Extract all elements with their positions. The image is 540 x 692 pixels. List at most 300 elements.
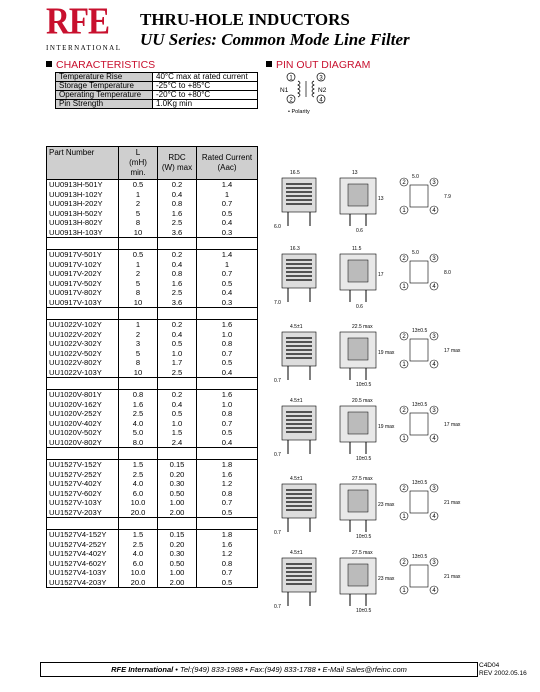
rdc-cell: 0.30 [158,479,197,489]
pin-label: 3 [432,486,436,493]
rated-current-cell: 0.5 [197,209,258,219]
group-separator [47,378,258,390]
rdc-cell: 1.0 [158,419,197,429]
dimension-label: 13±0.5 [412,402,428,408]
dimension-label: 11.5 [352,246,362,252]
rdc-cell: 0.30 [158,549,197,559]
core-block [348,338,368,360]
inductor-front-view [282,254,316,288]
rated-current-cell: 1.4 [197,180,258,190]
part-number-cell: UU1527V-152Y [47,460,119,470]
rated-current-cell: 0.5 [197,428,258,438]
dimension-label: 17 max [444,422,461,428]
rdc-cell: 0.2 [158,320,197,330]
pinout-heading [266,59,370,71]
footprint-outline [410,413,428,435]
dimension-label: 5.0 [412,174,419,180]
char-key: Temperature Rise [56,73,153,82]
page-title: THRU-HOLE INDUCTORS [140,10,350,29]
rated-current-cell: 1.6 [197,390,258,400]
pin-label: 2 [402,486,406,493]
core-block [348,260,368,282]
rdc-cell: 1.00 [158,498,197,508]
dimension-label: 4.5±1 [290,398,303,404]
part-number-cell: UU0913H-502Y [47,209,119,219]
table-row [47,390,258,400]
col-rated-current: Rated Current (Aac) [197,147,258,180]
rated-current-cell: 0.5 [197,279,258,289]
pin-label: 2 [402,256,406,263]
rated-current-cell: 0.4 [197,288,258,298]
rdc-cell: 2.00 [158,508,197,518]
pin-label: 1 [402,208,406,215]
rdc-cell: 0.2 [158,390,197,400]
inductance-cell: 6.0 [119,489,158,499]
table-row [47,320,258,330]
polarity-label: • Polarity [288,109,310,115]
rated-current-cell: 1.2 [197,549,258,559]
col-part-number: Part Number [47,147,119,180]
pin-label: 4 [432,284,436,291]
rated-current-cell: 1.4 [197,250,258,260]
rdc-cell: 0.20 [158,540,197,550]
dimension-label: 0.7 [274,604,281,610]
dimension-label: 7.0 [274,300,281,306]
core-block [348,412,368,434]
part-number-cell: UU1527V-103Y [47,498,119,508]
bullet-square-icon [266,61,272,67]
dimension-label: 23 max [378,502,395,508]
table-row [47,498,258,508]
dimension-label: 23 max [378,576,395,582]
table-row [47,298,258,308]
winding-label: N1 [280,87,289,94]
part-number-cell: UU1527V4-402Y [47,549,119,559]
table-row [47,400,258,410]
inductor-front-view [282,558,316,592]
part-number-cell: UU1527V-252Y [47,470,119,480]
pin-label: 2 [402,334,406,341]
inductance-cell: 10.0 [119,498,158,508]
rated-current-cell: 0.4 [197,438,258,448]
rated-current-cell: 0.8 [197,489,258,499]
inductance-cell: 8 [119,358,158,368]
table-row [47,409,258,419]
dimension-label: 4.5±1 [290,324,303,330]
inductance-cell: 10 [119,368,158,378]
rdc-cell: 1.6 [158,279,197,289]
inductance-cell: 0.5 [119,180,158,190]
table-row [47,508,258,518]
dimension-label: 27.5 max [352,476,373,482]
group-separator [47,308,258,320]
footer-company: RFE International [111,665,174,674]
part-number-cell: UU0917V-103Y [47,298,119,308]
part-number-cell: UU0913H-501Y [47,180,119,190]
part-number-cell: UU1020V-162Y [47,400,119,410]
parts-table [46,146,258,588]
page-subtitle: UU Series: Common Mode Line Filter [140,30,410,49]
dimension-drawings [272,170,468,630]
table-row [47,339,258,349]
inductance-cell: 3 [119,339,158,349]
rdc-cell: 0.4 [158,190,197,200]
revision-block [479,662,527,678]
rdc-cell: 0.20 [158,470,197,480]
inductance-cell: 5.0 [119,428,158,438]
inductance-cell: 6.0 [119,559,158,569]
dimension-label: 21 max [444,574,461,580]
rated-current-cell: 0.7 [197,498,258,508]
rdc-cell: 1.0 [158,349,197,359]
rdc-cell: 1.7 [158,358,197,368]
dimension-label: 7.9 [444,194,451,200]
pin-label: 1 [402,514,406,521]
characteristics-heading [46,59,155,71]
table-row [47,288,258,298]
table-row [47,269,258,279]
rated-current-cell: 0.5 [197,578,258,588]
pin-label: 2 [289,97,293,104]
part-number-cell: UU0913H-103Y [47,228,119,238]
pin-label: 3 [319,75,323,82]
dimension-label: 4.5±1 [290,476,303,482]
rated-current-cell: 1.6 [197,470,258,480]
table-row [47,540,258,550]
part-number-cell: UU1527V4-103Y [47,568,119,578]
inductance-cell: 20.0 [119,578,158,588]
rated-current-cell: 1.8 [197,460,258,470]
inductance-cell: 0.8 [119,390,158,400]
inductance-cell: 4.0 [119,479,158,489]
rated-current-cell: 0.7 [197,419,258,429]
rated-current-cell: 1.6 [197,540,258,550]
rdc-cell: 3.6 [158,298,197,308]
rated-current-cell: 0.4 [197,368,258,378]
rated-current-cell: 1.2 [197,479,258,489]
part-number-cell: UU0917V-202Y [47,269,119,279]
rated-current-cell: 0.7 [197,568,258,578]
table-row [47,190,258,200]
rated-current-cell: 0.7 [197,199,258,209]
dimension-label: 10±0.5 [356,608,372,614]
inductance-cell: 2 [119,199,158,209]
footer-contact [40,662,478,677]
inductance-cell: 2.5 [119,470,158,480]
rdc-cell: 0.2 [158,180,197,190]
part-number-cell: UU1022V-102Y [47,320,119,330]
inductor-front-view [282,332,316,366]
table-row [47,489,258,499]
coil-icon [298,81,300,97]
inductance-cell: 2.5 [119,540,158,550]
table-row [47,349,258,359]
dimension-label: 0.7 [274,530,281,536]
dimension-label: 17 max [444,348,461,354]
table-row [47,209,258,219]
pin-label: 3 [432,408,436,415]
dimension-label: 19 max [378,424,395,430]
rdc-cell: 0.2 [158,250,197,260]
table-row [47,438,258,448]
table-row [47,419,258,429]
pin-label: 4 [319,97,323,104]
inductance-cell: 5 [119,209,158,219]
pin-label: 2 [402,560,406,567]
rdc-cell: 2.00 [158,578,197,588]
core-block [348,490,368,512]
table-row [47,199,258,209]
rdc-cell: 0.8 [158,269,197,279]
rdc-cell: 0.5 [158,339,197,349]
part-number-cell: UU1022V-302Y [47,339,119,349]
dimension-label: 27.5 max [352,550,373,556]
rdc-cell: 0.4 [158,400,197,410]
table-row [56,100,258,109]
part-number-cell: UU1527V-602Y [47,489,119,499]
part-number-cell: UU0917V-501Y [47,250,119,260]
rated-current-cell: 1.0 [197,330,258,340]
footer-contact-text: • Tel:(949) 833-1988 • Fax:(949) 833-1788 • E-Mail Sales@rfeinc.com [173,665,407,674]
dimension-label: 16.3 [290,246,300,252]
dimension-label: 10±0.5 [356,456,372,462]
pin-label: 1 [402,436,406,443]
dimension-label: 10±0.5 [356,534,372,540]
dimension-label: 10±0.5 [356,382,372,388]
table-row [47,578,258,588]
pin-label: 4 [432,588,436,595]
char-value: 40°C max at rated current [153,73,258,82]
logo-text: RFE [46,1,109,43]
dimension-label: 0.6 [356,228,363,234]
footprint-outline [410,565,428,587]
rated-current-cell: 1.6 [197,320,258,330]
rdc-cell: 2.5 [158,288,197,298]
char-key: Storage Temperature [56,82,153,91]
inductor-front-view [282,178,316,212]
footprint-outline [410,491,428,513]
rated-current-cell: 1 [197,260,258,270]
characteristics-heading-text: CHARACTERISTICS [56,59,156,71]
pin-label: 1 [289,75,293,82]
table-row [47,568,258,578]
pinout-heading-text: PIN OUT DIAGRAM [276,59,371,71]
table-row [47,428,258,438]
revision-date: REV 2002.05.16 [479,670,527,677]
footprint-outline [410,339,428,361]
inductance-cell: 1 [119,320,158,330]
pin-label: 3 [432,256,436,263]
rated-current-cell: 0.7 [197,269,258,279]
pinout-diagram [278,72,338,116]
pin-label: 4 [432,208,436,215]
inductor-front-view [282,484,316,518]
char-key: Operating Temperature [56,91,153,100]
rdc-cell: 0.50 [158,489,197,499]
core-block [348,564,368,586]
pin-label: 1 [402,362,406,369]
dimension-label: 13 [378,196,384,202]
logo-subtext: INTERNATIONAL [46,44,122,52]
inductance-cell: 10.0 [119,568,158,578]
rated-current-cell: 1 [197,190,258,200]
col-inductance: L (mH) min. [119,147,158,180]
dimension-label: 22.5 max [352,324,373,330]
table-row [47,250,258,260]
inductance-cell: 4.0 [119,419,158,429]
pin-label: 4 [432,514,436,521]
rdc-cell: 0.4 [158,330,197,340]
dimension-label: 0.6 [356,304,363,310]
inductance-cell: 1 [119,260,158,270]
rdc-cell: 0.50 [158,559,197,569]
rdc-cell: 0.5 [158,409,197,419]
part-number-cell: UU1527V-203Y [47,508,119,518]
inductance-cell: 5 [119,349,158,359]
rdc-cell: 0.8 [158,199,197,209]
dimension-label: 20.5 max [352,398,373,404]
rdc-cell: 1.6 [158,209,197,219]
rdc-cell: 0.15 [158,460,197,470]
inductance-cell: 10 [119,298,158,308]
part-number-cell: UU0913H-202Y [47,199,119,209]
characteristics-table [55,72,258,109]
inductance-cell: 2 [119,269,158,279]
rated-current-cell: 0.3 [197,298,258,308]
part-number-cell: UU0913H-802Y [47,218,119,228]
dimension-label: 6.0 [274,224,281,230]
part-number-cell: UU1022V-202Y [47,330,119,340]
group-separator [47,238,258,250]
table-row [47,228,258,238]
inductance-cell: 8.0 [119,438,158,448]
table-body [47,180,258,588]
inductance-cell: 8 [119,288,158,298]
part-number-cell: UU0917V-102Y [47,260,119,270]
rdc-cell: 1.00 [158,568,197,578]
bullet-square-icon [46,61,52,67]
core-block [348,184,368,206]
rated-current-cell: 1.8 [197,530,258,540]
pin-label: 1 [402,284,406,291]
pin-label: 3 [432,180,436,187]
part-number-cell: UU1527V4-252Y [47,540,119,550]
rdc-cell: 2.5 [158,218,197,228]
rdc-cell: 3.6 [158,228,197,238]
inductor-front-view [282,406,316,440]
part-number-cell: UU1020V-801Y [47,390,119,400]
part-number-cell: UU1020V-502Y [47,428,119,438]
table-header-row [47,147,258,180]
part-number-cell: UU1527V4-203Y [47,578,119,588]
rated-current-cell: 0.7 [197,349,258,359]
rated-current-cell: 1.0 [197,400,258,410]
rfe-logo [46,1,134,52]
rdc-cell: 0.4 [158,260,197,270]
inductance-cell: 1.5 [119,460,158,470]
part-number-cell: UU0917V-502Y [47,279,119,289]
inductance-cell: 10 [119,228,158,238]
table-row [47,218,258,228]
rdc-cell: 0.15 [158,530,197,540]
group-separator [47,518,258,530]
rdc-cell: 1.5 [158,428,197,438]
inductance-cell: 20.0 [119,508,158,518]
inductance-cell: 1.5 [119,530,158,540]
dimension-label: 13±0.5 [412,328,428,334]
col-rdc: RDC (W) max [158,147,197,180]
inductance-cell: 0.5 [119,250,158,260]
inductance-cell: 4.0 [119,549,158,559]
part-number-cell: UU1020V-252Y [47,409,119,419]
part-number-cell: UU1020V-802Y [47,438,119,448]
table-row [47,460,258,470]
inductance-cell: 5 [119,279,158,289]
dimension-label: 19 max [378,350,395,356]
char-key: Pin Strength [56,100,153,109]
part-number-cell: UU1527V4-602Y [47,559,119,569]
table-row [47,530,258,540]
rated-current-cell: 0.5 [197,358,258,368]
rdc-cell: 2.4 [158,438,197,448]
inductance-cell: 1 [119,190,158,200]
dimension-label: 13±0.5 [412,480,428,486]
rated-current-cell: 0.5 [197,508,258,518]
table-row [47,559,258,569]
inductance-cell: 1.6 [119,400,158,410]
part-number-cell: UU1022V-802Y [47,358,119,368]
char-value: -25°C to +85°C [153,82,258,91]
part-number-cell: UU0913H-102Y [47,190,119,200]
dimension-label: 0.7 [274,452,281,458]
inductance-cell: 2 [119,330,158,340]
dimension-label: 21 max [444,500,461,506]
table-row [47,470,258,480]
rated-current-cell: 0.8 [197,409,258,419]
table-row [47,180,258,190]
pin-label: 3 [432,560,436,567]
footprint-outline [410,185,428,207]
pin-label: 4 [432,436,436,443]
footprint-outline [410,261,428,283]
dimension-label: 5.0 [412,250,419,256]
part-number-cell: UU1020V-402Y [47,419,119,429]
dimension-label: 0.7 [274,378,281,384]
winding-label: N2 [318,87,327,94]
dimension-label: 4.5±1 [290,550,303,556]
part-number-cell: UU1022V-103Y [47,368,119,378]
table-row [47,279,258,289]
rated-current-cell: 0.4 [197,218,258,228]
dimension-label: 13±0.5 [412,554,428,560]
pin-label: 2 [402,180,406,187]
pin-label: 1 [402,588,406,595]
pin-label: 2 [402,408,406,415]
table-row [47,479,258,489]
char-value: -20°C to +80°C [153,91,258,100]
group-separator [47,448,258,460]
part-number-cell: UU1527V4-152Y [47,530,119,540]
dimension-label: 8.0 [444,270,451,276]
part-number-cell: UU1527V-402Y [47,479,119,489]
rated-current-cell: 0.8 [197,339,258,349]
pin-label: 3 [432,334,436,341]
dimension-label: 13 [352,170,358,176]
coil-icon [312,81,314,97]
inductance-cell: 8 [119,218,158,228]
dimension-label: 17 [378,272,384,278]
pin-label: 4 [432,362,436,369]
